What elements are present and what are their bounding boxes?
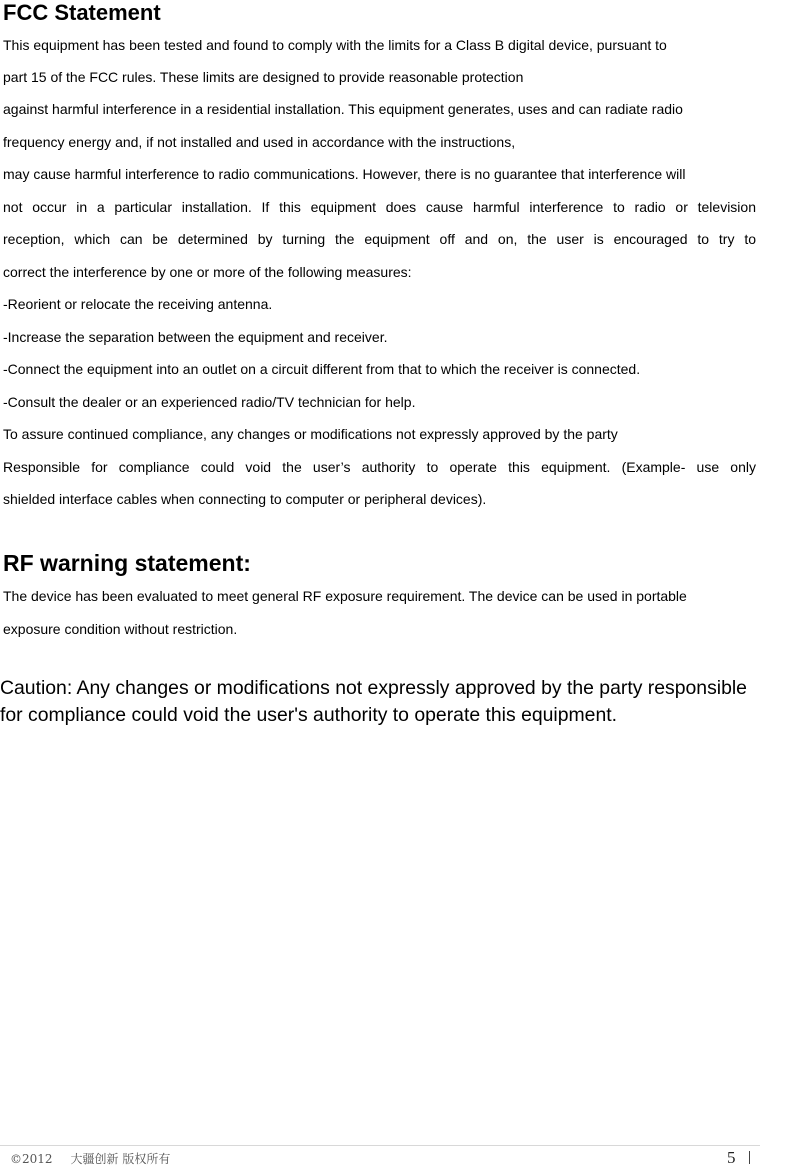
copyright-company: 大疆创新 版权所有 — [70, 1152, 171, 1166]
fcc-measure-4: -Consult the dealer or an experienced radio/TV technician for help. — [3, 394, 416, 410]
page-number: 5 — [727, 1148, 736, 1167]
fcc-line-6: not occur in a particular installation. If this equipment does cause harmful interference to radio or television — [3, 199, 756, 215]
fcc-line-14: Responsible for compliance could void the user’s authority to operate this equipment. (Example- use only — [3, 459, 756, 475]
rf-line-1: The device has been evaluated to meet general RF exposure requirement. The device can be used in portable — [3, 588, 687, 604]
footer-copyright — [10, 1152, 170, 1166]
copyright-year: ©2012 — [10, 1152, 53, 1166]
fcc-line-13: To assure continued compliance, any changes or modifications not expressly approved by the party — [3, 426, 618, 442]
footer-divider — [0, 1145, 760, 1146]
fcc-heading: FCC Statement — [3, 0, 161, 25]
fcc-measure-2: -Increase the separation between the equipment and receiver. — [3, 329, 388, 345]
fcc-line-7: reception, which can be determined by turning the equipment off and on, the user is encouraged to try to — [3, 231, 756, 247]
fcc-line-8: correct the interference by one or more of the following measures: — [3, 264, 412, 280]
fcc-measure-3: -Connect the equipment into an outlet on a circuit different from that to which the receiver is connected. — [3, 361, 641, 377]
fcc-line-2: part 15 of the FCC rules. These limits are designed to provide reasonable protection — [3, 69, 524, 85]
fcc-line-3: against harmful interference in a residential installation. This equipment generates, uses and can radiate radio — [3, 101, 683, 117]
rf-line-2: exposure condition without restriction. — [3, 621, 238, 637]
fcc-line-1: This equipment has been tested and found to comply with the limits for a Class B digital device, pursuant to — [3, 37, 667, 53]
footer-page — [727, 1149, 750, 1167]
rf-heading: RF warning statement: — [3, 550, 251, 576]
fcc-line-5: may cause harmful interference to radio communications. However, there is no guarantee that interference will — [3, 166, 686, 182]
caution-line-1: Caution: Any changes or modifications not expressly approved by the party responsible — [0, 677, 747, 699]
fcc-measure-1: -Reorient or relocate the receiving antenna. — [3, 296, 273, 312]
fcc-line-4: frequency energy and, if not installed and used in accordance with the instructions, — [3, 134, 516, 150]
page-number-separator — [749, 1151, 750, 1164]
caution-line-2: for compliance could void the user's authority to operate this equipment. — [0, 704, 618, 726]
fcc-line-15: shielded interface cables when connecting to computer or peripheral devices). — [3, 491, 487, 507]
